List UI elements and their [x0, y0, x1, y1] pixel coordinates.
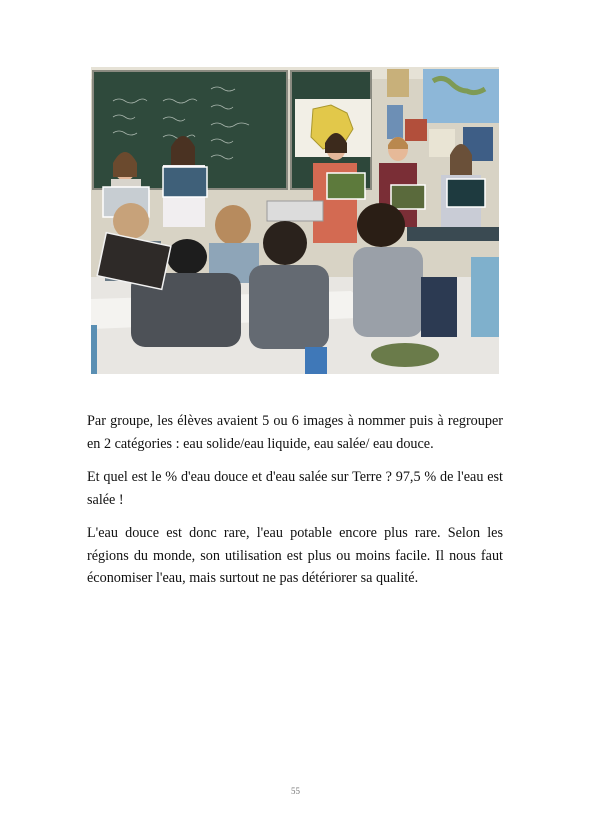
article-text	[87, 410, 503, 601]
paragraph-3: L'eau douce est donc rare, l'eau potable encore plus rare. Selon les régions du monde, son utilisation est plus ou moins facile. Il nous faut économiser l'eau, mais surtout ne pas détériorer sa qualité.	[87, 525, 503, 586]
classroom-photo-illustration	[91, 67, 499, 374]
world-map-poster	[423, 69, 499, 123]
paragraph-2: Et quel est le % d'eau douce et d'eau salée sur Terre ? 97,5 % de l'eau est salée !	[87, 469, 503, 508]
classroom-photo	[91, 67, 499, 374]
paragraph-1: Par groupe, les élèves avaient 5 ou 6 images à nommer puis à regrouper en 2 catégories : eau solide/eau liquide, eau salée/ eau douce.	[87, 413, 503, 452]
page-number: 55	[291, 786, 300, 796]
